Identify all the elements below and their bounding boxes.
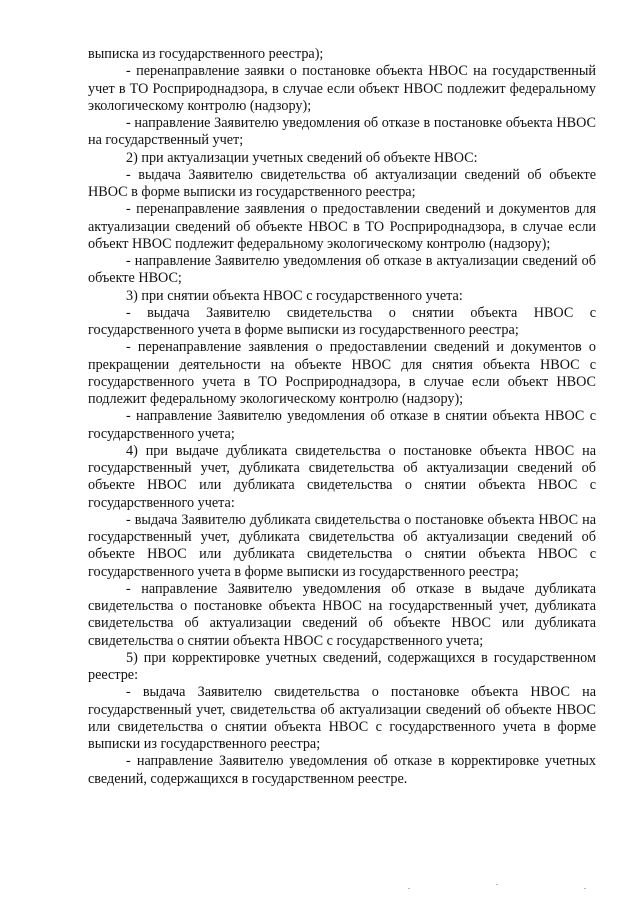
paragraph-redirect-update-application: - перенаправление заявления о предоставлении сведений и документов для актуализации сведений об объекте НВОС в ТО Росприроднадзора, в случае если объект НВОС подлежит федеральному экологическому контролю (надзору);	[88, 201, 596, 252]
paragraph-refusal-deregistration: - направление Заявителю уведомления об отказе в снятии объекта НВОС с государственного учета;	[88, 408, 596, 442]
paragraph-refusal-duplicate: - направление Заявителю уведомления об отказе в выдаче дубликата свидетельства о постановке объекта НВОС на государственный учет, дубликата свидетельства об актуализации сведений об объекте НВОС или дубликата свидетельства о снятии объекта НВОС с государственного учета;	[88, 580, 596, 649]
paragraph-redirect-deregistration-application: - перенаправление заявления о предоставлении сведений и документов о прекращении деятельности на объекте НВОС для снятия объекта НВОС с государственного учета в ТО Росприроднадзора, в случае если объект НВОС подлежит федеральному экологическому контролю (надзору);	[88, 339, 596, 407]
paragraph-issue-deregistration-certificate: - выдача Заявителю свидетельства о снятии объекта НВОС с государственного учета в форме выписки из государственного реестра;	[88, 304, 596, 338]
scan-speck	[584, 888, 586, 889]
paragraph-redirect-application-registration: - перенаправление заявки о постановке объекта НВОС на государственный учет в ТО Росприроднадзора, в случае если объект НВОС подлежит федеральному экологическому контролю (надзору);	[88, 63, 596, 114]
document-body	[88, 46, 596, 788]
paragraph-issue-update-certificate: - выдача Заявителю свидетельства об актуализации сведений об объекте НВОС в форме выписки из государственного реестра;	[88, 166, 596, 200]
paragraph-refusal-correction: - направление Заявителю уведомления об отказе в корректировке учетных сведений, содержащихся в государственном реестре.	[88, 753, 596, 787]
paragraph-item-4-duplicate: 4) при выдаче дубликата свидетельства о постановке объекта НВОС на государственный учет, дубликата свидетельства об актуализации сведений об объекте НВОС или дубликата свидетельства о снятии объекта НВОС с государственного учета:	[88, 442, 596, 511]
paragraph-item-2-update: 2) при актуализации учетных сведений об объекте НВОС:	[126, 149, 478, 166]
paragraph-item-5-correction: 5) при корректировке учетных сведений, содержащихся в государственном реестре:	[88, 649, 596, 683]
paragraph-refusal-update: - направление Заявителю уведомления об отказе в актуализации сведений об объекте НВОС;	[88, 253, 596, 287]
paragraph-continuation: выписка из государственного реестра);	[88, 46, 324, 62]
paragraph-item-3-deregistration: 3) при снятии объекта НВОС с государственного учета:	[126, 287, 463, 304]
paragraph-refusal-registration: - направление Заявителю уведомления об отказе в постановке объекта НВОС на государственный учет;	[88, 115, 596, 149]
scan-speck	[408, 888, 410, 889]
paragraph-issue-correction-certificate: - выдача Заявителю свидетельства о постановке объекта НВОС на государственный учет, свидетельства об актуализации сведений об объекте НВОС или свидетельства о снятии объекта НВОС с государственного учета в форме выписки из государственного реестра;	[88, 684, 596, 752]
paragraph-issue-duplicate: - выдача Заявителю дубликата свидетельства о постановке объекта НВОС на государственный учет, дубликата свидетельства об актуализации сведений об объекте НВОС или дубликата свидетельства о снятии объекта НВОС с государственного учета в форме выписки из государственного реестра;	[88, 511, 596, 580]
scan-speck	[496, 884, 498, 885]
